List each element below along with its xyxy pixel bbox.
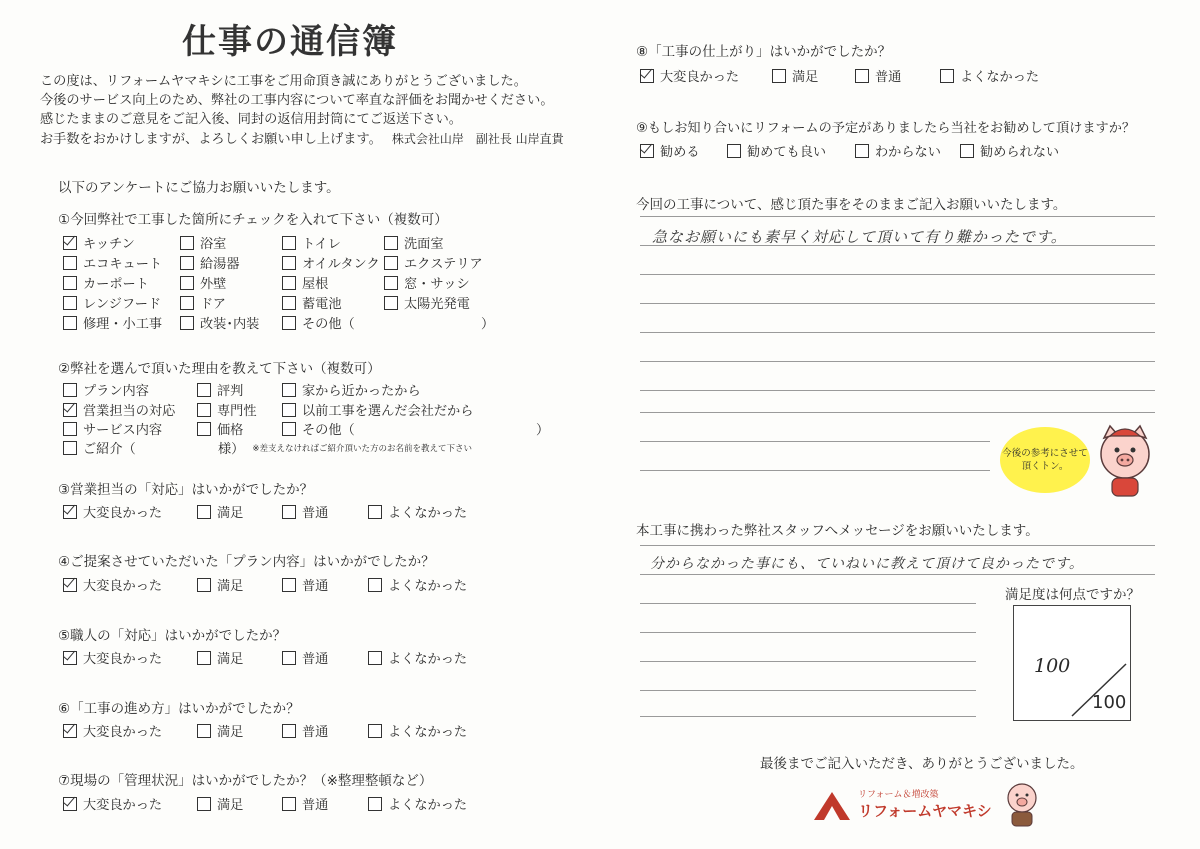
checkbox[interactable] — [197, 383, 211, 397]
checkbox[interactable] — [180, 276, 194, 290]
q1-option[interactable]: 改装･内装 — [180, 313, 259, 332]
q9-option[interactable]: わからない — [855, 141, 941, 160]
checkbox[interactable] — [180, 316, 194, 330]
referral-note: ※差支えなければご紹介頂いた方のお名前を教えて下さい — [252, 443, 472, 454]
survey-intro: 以下のアンケートにご協力お願いいたします。 — [58, 180, 340, 196]
q1-option[interactable]: キッチン — [63, 233, 135, 252]
q1-option[interactable]: 太陽光発電 — [384, 293, 470, 312]
checkbox[interactable] — [727, 144, 741, 158]
checkbox[interactable] — [197, 651, 211, 665]
checkbox[interactable] — [180, 236, 194, 250]
question-5: ⑤職人の「対応」はいかがでしたか？ — [58, 628, 287, 644]
q1-option[interactable]: エコキュート — [63, 253, 162, 272]
thanks-text: 最後までご記入いただき、ありがとうございました。 — [760, 756, 1084, 772]
checkbox[interactable] — [197, 724, 211, 738]
checkbox[interactable] — [282, 651, 296, 665]
q1-option-other[interactable]: その他（ — [282, 313, 355, 332]
q9-option[interactable]: 勧めても良い — [727, 141, 826, 160]
q2-option[interactable]: 価格 — [197, 419, 243, 438]
checkbox[interactable] — [384, 296, 398, 310]
intro-line: 感じたままのご意見をご記入後、同封の返信用封筒にてご返送下さい。 — [40, 112, 462, 128]
ruled-line — [640, 470, 990, 471]
checkbox[interactable] — [960, 144, 974, 158]
q1-option[interactable]: 屋根 — [282, 273, 328, 292]
intro-line: お手数をおかけしますが、よろしくお願い申し上げます。 株式会社山岸 副社長 山岸直貴 — [40, 131, 564, 147]
q3-option[interactable]: 満足 — [197, 502, 243, 521]
checkbox[interactable] — [180, 256, 194, 270]
q2-option[interactable]: 評判 — [197, 380, 243, 399]
ruled-line — [640, 390, 1155, 391]
q8-option[interactable]: 満足 — [772, 66, 818, 85]
checkbox[interactable] — [63, 383, 77, 397]
pig-small-icon — [1002, 780, 1042, 828]
checkbox[interactable] — [282, 276, 296, 290]
checkbox[interactable] — [63, 578, 77, 592]
q4-option[interactable]: 満足 — [197, 575, 243, 594]
question-9: ⑨もしお知り合いにリフォームの予定がありましたら当社をお勧めして頂けますか？ — [636, 121, 1136, 136]
q3-option[interactable]: よくなかった — [368, 502, 467, 521]
checkbox[interactable] — [282, 256, 296, 270]
checkbox[interactable] — [63, 505, 77, 519]
checkbox[interactable] — [282, 236, 296, 250]
q8-option[interactable]: 大変良かった — [640, 66, 739, 85]
roof-logo-icon — [812, 786, 852, 822]
q5-option[interactable]: 満足 — [197, 648, 243, 667]
checkbox[interactable] — [63, 256, 77, 270]
q1-option[interactable]: エクステリア — [384, 253, 483, 272]
checkbox[interactable] — [368, 797, 382, 811]
checkbox[interactable] — [63, 316, 77, 330]
satisfaction-label: 満足度は何点ですか？ — [1005, 587, 1140, 603]
checkbox[interactable] — [180, 296, 194, 310]
checkbox[interactable] — [282, 383, 296, 397]
intro-text — [40, 72, 600, 149]
checkbox[interactable] — [384, 256, 398, 270]
q7-option[interactable]: 満足 — [197, 794, 243, 813]
q1-option[interactable]: 窓・サッシ — [384, 273, 470, 292]
question-8: ⑧「工事の仕上がり」はいかがでしたか？ — [636, 44, 892, 60]
q1-option[interactable]: 浴室 — [180, 233, 226, 252]
q6-option[interactable]: よくなかった — [368, 721, 467, 740]
ruled-line — [640, 545, 1155, 546]
checkbox[interactable] — [63, 403, 77, 417]
checkbox[interactable] — [197, 797, 211, 811]
q1-option[interactable]: レンジフード — [63, 293, 161, 312]
paren-close: ） — [536, 423, 550, 438]
checkbox[interactable] — [940, 69, 954, 83]
pig-mascot-icon — [1090, 420, 1160, 500]
signature: 株式会社山岸 副社長 山岸直貴 — [391, 131, 564, 146]
checkbox[interactable] — [282, 724, 296, 738]
checkbox[interactable] — [282, 578, 296, 592]
q6-option[interactable]: 普通 — [282, 721, 328, 740]
staff-message-text[interactable]: 分からなかった事にも、ていねいに教えて頂けて良かったです。 — [650, 556, 1084, 572]
checkbox[interactable] — [384, 276, 398, 290]
checkbox[interactable] — [197, 403, 211, 417]
intro-line: この度は、リフォームヤマキシに工事をご用命頂き誠にありがとうございました。 — [40, 74, 527, 89]
q1-option[interactable]: 修理・小工事 — [63, 313, 162, 332]
ruled-line — [640, 412, 1155, 413]
checkbox[interactable] — [282, 316, 296, 330]
q2-option[interactable]: 専門性 — [197, 400, 257, 419]
checkbox[interactable] — [63, 236, 77, 250]
checkbox[interactable] — [197, 422, 211, 436]
ruled-line — [640, 632, 976, 633]
q2-option[interactable]: 家から近かったから — [282, 380, 421, 399]
checkbox[interactable] — [384, 236, 398, 250]
q7-option[interactable]: 大変良かった — [63, 794, 162, 813]
question-2: ②弊社を選んで頂いた理由を教えて下さい（複数可） — [58, 361, 381, 377]
question-7: ⑦現場の「管理状況」はいかがでしたか？（※整理整頓など） — [58, 773, 433, 789]
q3-option[interactable]: 普通 — [282, 502, 328, 521]
page-title: 仕事の通信簿 — [182, 22, 398, 62]
q5-option[interactable]: よくなかった — [368, 648, 467, 667]
question-1: ①今回弊社で工事した箇所にチェックを入れて下さい（複数可） — [58, 212, 448, 228]
ruled-line — [640, 303, 1155, 304]
q1-option[interactable]: 蓄電池 — [282, 293, 342, 312]
q2-option[interactable]: 以前工事を選んだ会社だから — [282, 400, 473, 419]
checkbox[interactable] — [368, 505, 382, 519]
question-6: ⑥「工事の進め方」はいかがでしたか？ — [58, 701, 300, 717]
q1-option[interactable]: 外壁 — [180, 273, 226, 292]
logo-main: リフォームヤマキシ — [858, 802, 992, 820]
ruled-line — [640, 716, 976, 717]
intro-line: 今後のサービス向上のため、弊社の工事内容について率直な評価をお聞かせください。 — [40, 93, 554, 109]
checkbox[interactable] — [282, 296, 296, 310]
q5-option[interactable]: 大変良かった — [63, 648, 162, 667]
checkbox[interactable] — [772, 69, 786, 83]
q1-option[interactable]: オイルタンク — [282, 253, 380, 272]
company-logo — [812, 780, 1042, 828]
satisfaction-max: 100 — [1092, 692, 1127, 713]
checkbox[interactable] — [640, 69, 654, 83]
ruled-line — [640, 441, 990, 442]
q8-option[interactable]: よくなかった — [940, 66, 1039, 85]
ruled-line — [640, 574, 1155, 575]
paren-close: ） — [481, 317, 495, 332]
checkbox[interactable] — [855, 69, 869, 83]
logo-sub: リフォーム＆増改築 — [858, 790, 939, 800]
q6-option[interactable]: 満足 — [197, 721, 243, 740]
q4-option[interactable]: 普通 — [282, 575, 328, 594]
checkbox[interactable] — [368, 651, 382, 665]
speech-bubble: 今後の参考にさせて頂くトン。 — [1000, 427, 1090, 493]
checkbox[interactable] — [63, 276, 77, 290]
checkbox[interactable] — [282, 797, 296, 811]
checkbox[interactable] — [63, 797, 77, 811]
q5-option[interactable]: 普通 — [282, 648, 328, 667]
q7-option[interactable]: よくなかった — [368, 794, 467, 813]
checkbox[interactable] — [282, 505, 296, 519]
checkbox[interactable] — [368, 724, 382, 738]
q1-option[interactable]: 洗面室 — [384, 233, 444, 252]
checkbox[interactable] — [63, 441, 77, 455]
referral-suffix: 様） ※差支えなければご紹介頂いた方のお名前を教えて下さい — [218, 442, 472, 457]
q2-option-referral[interactable]: ご紹介（ — [63, 438, 136, 457]
checkbox[interactable] — [63, 296, 77, 310]
question-3: ③営業担当の「対応」はいかがでしたか？ — [58, 482, 314, 498]
q1-option[interactable]: カーポート — [63, 273, 149, 292]
q2-option[interactable]: サービス内容 — [63, 419, 162, 438]
ruled-line — [640, 361, 1155, 362]
checkbox[interactable] — [63, 724, 77, 738]
q7-option[interactable]: 普通 — [282, 794, 328, 813]
q1-option[interactable]: トイレ — [282, 233, 341, 252]
ruled-line — [640, 603, 976, 604]
q9-option[interactable]: 勧める — [640, 141, 700, 160]
checkbox[interactable] — [282, 422, 296, 436]
checkbox[interactable] — [197, 505, 211, 519]
ruled-line — [640, 274, 1155, 275]
q8-option[interactable]: 普通 — [855, 66, 901, 85]
ruled-line — [640, 661, 976, 662]
q9-option[interactable]: 勧められない — [960, 141, 1059, 160]
q4-option[interactable]: よくなかった — [368, 575, 467, 594]
checkbox[interactable] — [63, 422, 77, 436]
checkbox[interactable] — [640, 144, 654, 158]
ruled-line — [640, 332, 1155, 333]
checkbox[interactable] — [197, 578, 211, 592]
checkbox[interactable] — [282, 403, 296, 417]
ruled-line — [640, 216, 1155, 217]
q2-option[interactable]: 営業担当の対応 — [63, 400, 175, 419]
comments-text[interactable]: 急なお願いにも素早く対応して頂いて有り難かったです。 — [652, 228, 1067, 246]
q3-option[interactable]: 大変良かった — [63, 502, 162, 521]
q2-option[interactable]: プラン内容 — [63, 380, 149, 399]
q2-option-other[interactable]: その他（ — [282, 419, 355, 438]
checkbox[interactable] — [368, 578, 382, 592]
question-4: ④ご提案させていただいた「プラン内容」はいかがでしたか？ — [58, 554, 435, 570]
ruled-line — [640, 690, 976, 691]
ruled-line — [640, 245, 1155, 246]
q1-option[interactable]: 給湯器 — [180, 253, 240, 272]
q4-option[interactable]: 大変良かった — [63, 575, 162, 594]
comments-label: 今回の工事について、感じ頂た事をそのままご記入お願いいたします。 — [636, 197, 1067, 213]
checkbox[interactable] — [855, 144, 869, 158]
satisfaction-score: 100 — [1034, 655, 1071, 677]
staff-message-label: 本工事に携わった弊社スタッフへメッセージをお願いいたします。 — [636, 523, 1039, 539]
q6-option[interactable]: 大変良かった — [63, 721, 162, 740]
checkbox[interactable] — [63, 651, 77, 665]
q1-option[interactable]: ドア — [180, 293, 226, 312]
